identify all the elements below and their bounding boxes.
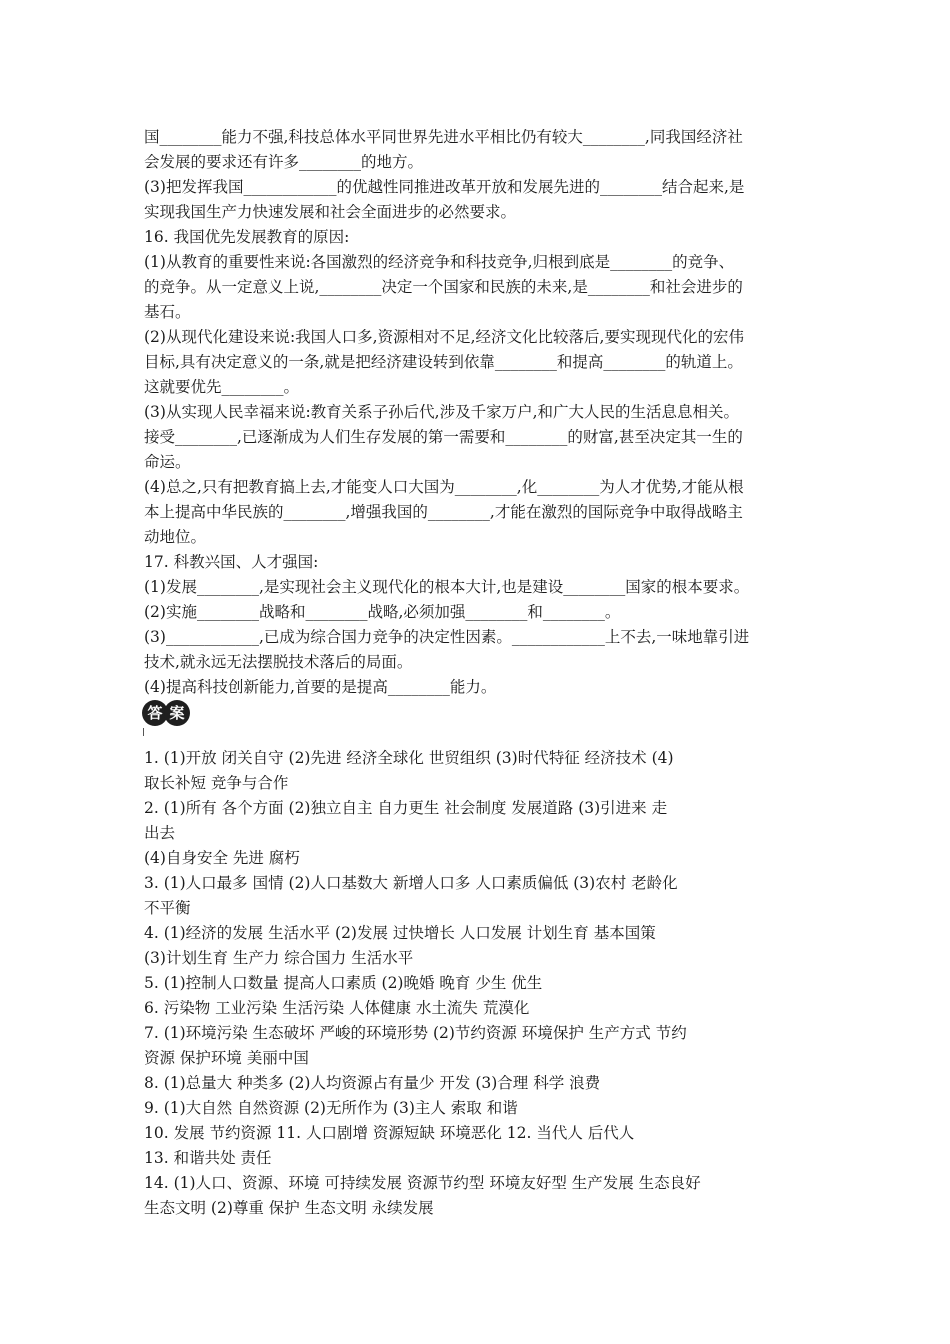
- answer-badge: [142, 700, 190, 726]
- answer-line: 3. (1)人口最多 国情 (2)人口基数大 新增人口多 人口素质偏低 (3)农村 老龄化: [144, 874, 678, 892]
- answer-line: (4)自身安全 先进 腐朽: [144, 849, 300, 867]
- question-line: 目标,具有决定意义的一条,就是把经济建设转到依靠________和提高________的轨道上。: [144, 353, 743, 371]
- answer-line: 1. (1)开放 闭关自守 (2)先进 经济全球化 世贸组织 (3)时代特征 经济技术 (4): [144, 749, 674, 767]
- answer-line: (3)计划生育 生产力 综合国力 生活水平: [144, 949, 414, 967]
- question-line: (2)实施________战略和________战略,必须加强________和________。: [144, 603, 621, 621]
- question-line: (1)从教育的重要性来说:各国激烈的经济竞争和科技竞争,归根到底是________的竞争、: [144, 253, 735, 271]
- question-line: 本上提高中华民族的________,增强我国的________,才能在激烈的国际竞争中取得战略主: [144, 503, 743, 521]
- question-line: (4)总之,只有把教育搞上去,才能变人口大国为________,化________为人才优势,才能从根: [144, 478, 744, 496]
- answer-line: 10. 发展 节约资源 11. 人口剧增 资源短缺 环境恶化 12. 当代人 后代人: [144, 1124, 635, 1142]
- answer-line: 13. 和谐共处 责任: [144, 1149, 272, 1167]
- answer-badge-char: 案: [164, 700, 190, 726]
- answer-line: 出去: [144, 824, 176, 842]
- question-line: 实现我国生产力快速发展和社会全面进步的必然要求。: [144, 203, 517, 221]
- answer-line: 生态文明 (2)尊重 保护 生态文明 永续发展: [144, 1199, 434, 1217]
- question-line: (3)____________,已成为综合国力竞争的决定性因素。____________上不去,一味地靠引进: [144, 628, 750, 646]
- question-line: 国________能力不强,科技总体水平同世界先进水平相比仍有较大________,同我国经济社: [144, 128, 743, 146]
- question-heading-17: 17. 科教兴国、人才强国:: [144, 553, 319, 571]
- question-line: (4)提高科技创新能力,首要的是提高________能力。: [144, 678, 497, 696]
- answer-line: 取长补短 竞争与合作: [144, 774, 289, 792]
- question-line: 的竞争。从一定意义上说,________决定一个国家和民族的未来,是________和社会进步的: [144, 278, 743, 296]
- question-line: (3)把发挥我国____________的优越性同推进改革开放和发展先进的________结合起来,是: [144, 178, 745, 196]
- question-line: 接受________,已逐渐成为人们生存发展的第一需要和________的财富,甚至决定其一生的: [144, 428, 743, 446]
- answer-line: 2. (1)所有 各个方面 (2)独立自主 自力更生 社会制度 发展道路 (3)引进来 走: [144, 799, 668, 817]
- question-heading-16: 16. 我国优先发展教育的原因:: [144, 228, 350, 246]
- question-line: 基石。: [144, 303, 191, 321]
- question-section: [144, 125, 812, 700]
- answer-badge-char: 答: [142, 700, 168, 726]
- answer-section: [144, 746, 812, 1221]
- badge-tick: [143, 728, 144, 736]
- answer-line: 不平衡: [144, 899, 191, 917]
- answer-line: 14. (1)人口、资源、环境 可持续发展 资源节约型 环境友好型 生产发展 生态良好: [144, 1174, 701, 1192]
- question-line: (1)发展________,是实现社会主义现代化的根本大计,也是建设________国家的根本要求。: [144, 578, 750, 596]
- answer-line: 资源 保护环境 美丽中国: [144, 1049, 309, 1067]
- answer-line: 7. (1)环境污染 生态破坏 严峻的环境形势 (2)节约资源 环境保护 生产方式 节约: [144, 1024, 687, 1042]
- question-line: 这就要优先________。: [144, 378, 300, 396]
- answer-line: 6. 污染物 工业污染 生活污染 人体健康 水土流失 荒漠化: [144, 999, 530, 1017]
- question-line: (3)从实现人民幸福来说:教育关系子孙后代,涉及千家万户,和广大人民的生活息息相关。: [144, 403, 740, 421]
- answer-line: 4. (1)经济的发展 生活水平 (2)发展 过快增长 人口发展 计划生育 基本国策: [144, 924, 656, 942]
- question-line: 技术,就永远无法摆脱技术落后的局面。: [144, 653, 413, 671]
- question-line: 命运。: [144, 453, 191, 471]
- answer-line: 8. (1)总量大 种类多 (2)人均资源占有量少 开发 (3)合理 科学 浪费: [144, 1074, 601, 1092]
- question-line: 会发展的要求还有许多________的地方。: [144, 153, 424, 171]
- question-line: (2)从现代化建设来说:我国人口多,资源相对不足,经济文化比较落后,要实现现代化的宏伟: [144, 328, 744, 346]
- question-line: 动地位。: [144, 528, 207, 546]
- answer-line: 5. (1)控制人口数量 提高人口素质 (2)晚婚 晚育 少生 优生: [144, 974, 543, 992]
- answer-line: 9. (1)大自然 自然资源 (2)无所作为 (3)主人 索取 和谐: [144, 1099, 518, 1117]
